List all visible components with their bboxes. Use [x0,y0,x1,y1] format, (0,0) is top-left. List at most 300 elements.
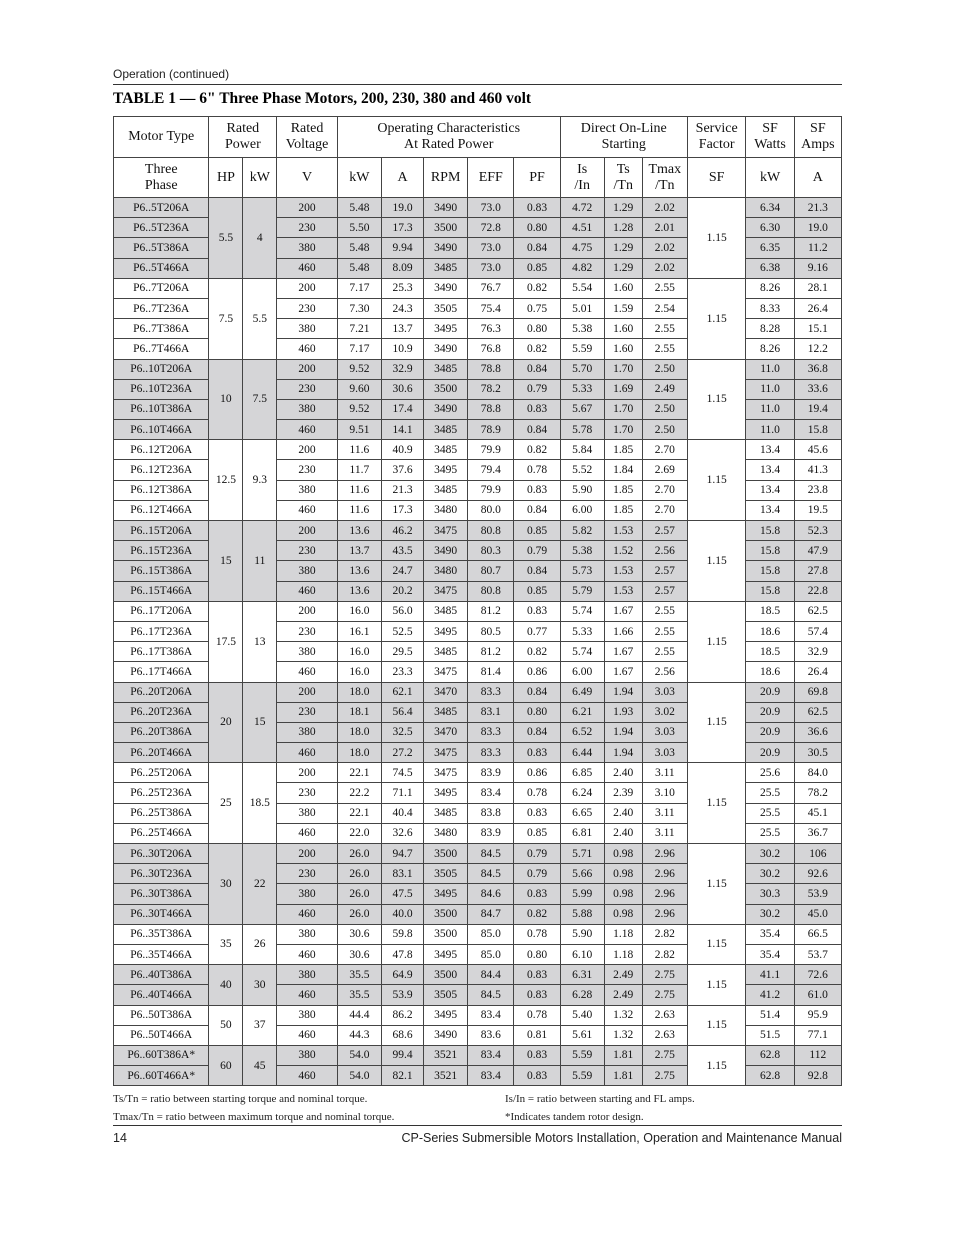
cell-op-kw: 9.52 [337,359,381,379]
cell-service-factor: 1.15 [687,924,746,964]
cell-eff: 73.0 [468,258,514,278]
cell-model: P6..15T386A [114,561,209,581]
cell-pf: 0.82 [514,339,560,359]
cell-tmax-tn: 2.75 [642,1066,687,1086]
cell-rpm: 3500 [424,844,468,864]
cell-op-kw: 16.1 [337,621,381,641]
footnote-ts-tn: Ts/Tn = ratio between starting torque and nominal torque. [113,1093,368,1105]
cell-pf: 0.84 [514,359,560,379]
cell-model: P6..15T206A [114,521,209,541]
cell-sf-kw: 20.9 [746,682,794,702]
cell-pf: 0.86 [514,662,560,682]
cell-amps: 52.5 [381,621,423,641]
cell-pf: 0.83 [514,743,560,763]
cell-kw: 13 [243,601,277,682]
cell-rpm: 3495 [424,319,468,339]
cell-rpm: 3521 [424,1066,468,1086]
cell-voltage: 230 [277,218,338,238]
cell-eff: 85.0 [468,944,514,964]
cell-sf-kw: 51.5 [746,1025,794,1045]
cell-voltage: 230 [277,460,338,480]
cell-ts-tn: 1.53 [604,561,642,581]
cell-voltage: 380 [277,803,338,823]
cell-model: P6..20T206A [114,682,209,702]
cell-ts-tn: 1.81 [604,1045,642,1065]
cell-pf: 0.85 [514,823,560,843]
cell-rpm: 3485 [424,440,468,460]
cell-tmax-tn: 2.50 [642,420,687,440]
cell-ts-tn: 2.49 [604,965,642,985]
cell-sf-amps: 84.0 [794,763,841,783]
cell-amps: 86.2 [381,1005,423,1025]
cell-eff: 73.0 [468,238,514,258]
header-service-factor: Service Factor [687,117,746,158]
header-hp: HP [209,158,243,198]
cell-amps: 40.9 [381,440,423,460]
header-operating-characteristics: Operating Characteristics At Rated Power [337,117,560,158]
cell-sf-kw: 15.8 [746,521,794,541]
table-row [114,844,842,864]
cell-sf-amps: 30.5 [794,743,841,763]
header-tmax-tn: Tmax /Tn [642,158,687,198]
cell-amps: 83.1 [381,864,423,884]
cell-pf: 0.83 [514,480,560,500]
cell-rpm: 3495 [424,783,468,803]
cell-tmax-tn: 2.82 [642,924,687,944]
cell-voltage: 380 [277,1045,338,1065]
cell-sf-amps: 47.9 [794,541,841,561]
cell-op-kw: 22.2 [337,783,381,803]
cell-voltage: 460 [277,339,338,359]
cell-rpm: 3480 [424,500,468,520]
cell-voltage: 230 [277,541,338,561]
cell-pf: 0.79 [514,379,560,399]
cell-op-kw: 5.48 [337,258,381,278]
cell-hp: 12.5 [209,440,243,521]
cell-sf-kw: 18.6 [746,621,794,641]
cell-op-kw: 16.0 [337,662,381,682]
cell-sf-amps: 41.3 [794,460,841,480]
cell-model: P6..7T386A [114,319,209,339]
cell-sf-amps: 53.7 [794,944,841,964]
cell-op-kw: 13.7 [337,541,381,561]
cell-sf-kw: 62.8 [746,1066,794,1086]
table-row [114,682,842,702]
cell-sf-kw: 6.30 [746,218,794,238]
cell-voltage: 460 [277,743,338,763]
cell-tmax-tn: 2.70 [642,440,687,460]
cell-is-in: 5.79 [560,581,604,601]
cell-sf-amps: 78.2 [794,783,841,803]
cell-ts-tn: 1.29 [604,258,642,278]
cell-amps: 47.8 [381,944,423,964]
cell-eff: 84.5 [468,985,514,1005]
cell-amps: 43.5 [381,541,423,561]
header-sf-watts: SF Watts [746,117,794,158]
cell-voltage: 230 [277,702,338,722]
cell-rpm: 3475 [424,581,468,601]
cell-sf-kw: 18.5 [746,601,794,621]
cell-tmax-tn: 2.02 [642,258,687,278]
cell-rpm: 3505 [424,298,468,318]
cell-voltage: 380 [277,722,338,742]
cell-eff: 85.0 [468,924,514,944]
cell-eff: 83.3 [468,743,514,763]
cell-model: P6..40T386A [114,965,209,985]
cell-rpm: 3475 [424,743,468,763]
cell-amps: 30.6 [381,379,423,399]
header-rpm: RPM [424,158,468,198]
cell-sf-kw: 6.34 [746,198,794,218]
cell-amps: 47.5 [381,884,423,904]
cell-ts-tn: 1.18 [604,944,642,964]
cell-hp: 10 [209,359,243,440]
cell-service-factor: 1.15 [687,682,746,763]
cell-sf-kw: 25.6 [746,763,794,783]
cell-eff: 84.6 [468,884,514,904]
cell-amps: 56.4 [381,702,423,722]
cell-eff: 81.2 [468,601,514,621]
cell-model: P6..10T206A [114,359,209,379]
header-v: V [277,158,338,198]
cell-model: P6..5T236A [114,218,209,238]
cell-sf-kw: 18.6 [746,662,794,682]
cell-sf-kw: 15.8 [746,541,794,561]
cell-tmax-tn: 2.55 [642,642,687,662]
cell-pf: 0.85 [514,581,560,601]
cell-is-in: 5.90 [560,924,604,944]
cell-sf-amps: 77.1 [794,1025,841,1045]
cell-pf: 0.85 [514,258,560,278]
cell-tmax-tn: 2.70 [642,480,687,500]
cell-voltage: 460 [277,662,338,682]
cell-eff: 80.8 [468,581,514,601]
cell-sf-kw: 11.0 [746,359,794,379]
cell-sf-amps: 15.8 [794,420,841,440]
cell-amps: 13.7 [381,319,423,339]
cell-amps: 19.0 [381,198,423,218]
cell-amps: 59.8 [381,924,423,944]
cell-eff: 73.0 [468,198,514,218]
cell-sf-kw: 35.4 [746,924,794,944]
cell-ts-tn: 0.98 [604,904,642,924]
cell-tmax-tn: 2.63 [642,1005,687,1025]
cell-tmax-tn: 3.10 [642,783,687,803]
cell-amps: 94.7 [381,844,423,864]
cell-pf: 0.83 [514,965,560,985]
cell-model: P6..60T466A* [114,1066,209,1086]
cell-model: P6..10T466A [114,420,209,440]
cell-service-factor: 1.15 [687,965,746,1005]
cell-sf-amps: 62.5 [794,702,841,722]
cell-voltage: 380 [277,319,338,339]
cell-op-kw: 9.51 [337,420,381,440]
cell-eff: 78.2 [468,379,514,399]
cell-voltage: 380 [277,642,338,662]
cell-is-in: 6.00 [560,662,604,682]
cell-amps: 17.4 [381,399,423,419]
cell-rpm: 3495 [424,944,468,964]
cell-sf-kw: 11.0 [746,379,794,399]
table-row [114,198,842,218]
footnote-tandem-rotor: *Indicates tandem rotor design. [505,1111,644,1123]
motor-table-body [114,198,842,1086]
cell-eff: 83.6 [468,1025,514,1045]
cell-voltage: 230 [277,783,338,803]
cell-sf-kw: 51.4 [746,1005,794,1025]
cell-kw: 45 [243,1045,277,1085]
cell-model: P6..60T386A* [114,1045,209,1065]
cell-op-kw: 11.6 [337,480,381,500]
cell-amps: 17.3 [381,500,423,520]
cell-rpm: 3490 [424,238,468,258]
cell-model: P6..15T466A [114,581,209,601]
cell-sf-amps: 11.2 [794,238,841,258]
cell-voltage: 200 [277,763,338,783]
table-row [114,601,842,621]
cell-tmax-tn: 2.55 [642,319,687,339]
cell-rpm: 3485 [424,258,468,278]
cell-is-in: 6.10 [560,944,604,964]
cell-op-kw: 44.4 [337,1005,381,1025]
cell-is-in: 5.59 [560,1066,604,1086]
cell-is-in: 6.00 [560,500,604,520]
cell-ts-tn: 1.85 [604,440,642,460]
table-row [114,1045,842,1065]
cell-sf-kw: 18.5 [746,642,794,662]
cell-op-kw: 18.0 [337,743,381,763]
cell-ts-tn: 1.94 [604,722,642,742]
cell-sf-amps: 23.8 [794,480,841,500]
cell-pf: 0.80 [514,218,560,238]
cell-pf: 0.82 [514,278,560,298]
cell-rpm: 3505 [424,864,468,884]
cell-op-kw: 26.0 [337,844,381,864]
cell-is-in: 5.78 [560,420,604,440]
cell-amps: 9.94 [381,238,423,258]
cell-amps: 14.1 [381,420,423,440]
cell-amps: 46.2 [381,521,423,541]
cell-amps: 10.9 [381,339,423,359]
cell-amps: 64.9 [381,965,423,985]
motor-data-table [113,116,842,1086]
cell-pf: 0.83 [514,1066,560,1086]
cell-model: P6..5T386A [114,238,209,258]
cell-tmax-tn: 2.57 [642,561,687,581]
table-row [114,1005,842,1025]
header-direct-on-line-starting: Direct On-Line Starting [560,117,687,158]
cell-hp: 7.5 [209,278,243,359]
cell-is-in: 5.99 [560,884,604,904]
cell-model: P6..25T236A [114,783,209,803]
cell-sf-amps: 92.8 [794,1066,841,1086]
cell-voltage: 200 [277,198,338,218]
cell-service-factor: 1.15 [687,1005,746,1045]
cell-amps: 74.5 [381,763,423,783]
cell-model: P6..12T236A [114,460,209,480]
cell-kw: 11 [243,521,277,602]
cell-rpm: 3485 [424,803,468,823]
cell-ts-tn: 1.32 [604,1005,642,1025]
cell-pf: 0.83 [514,399,560,419]
cell-amps: 32.6 [381,823,423,843]
cell-hp: 20 [209,682,243,763]
cell-sf-amps: 106 [794,844,841,864]
cell-tmax-tn: 2.96 [642,864,687,884]
cell-op-kw: 9.52 [337,399,381,419]
cell-amps: 68.6 [381,1025,423,1045]
cell-voltage: 380 [277,561,338,581]
cell-voltage: 380 [277,399,338,419]
cell-pf: 0.78 [514,460,560,480]
cell-sf-amps: 69.8 [794,682,841,702]
header-sf-a: A [794,158,841,198]
cell-tmax-tn: 2.49 [642,379,687,399]
cell-service-factor: 1.15 [687,359,746,440]
cell-amps: 20.2 [381,581,423,601]
cell-rpm: 3475 [424,763,468,783]
cell-model: P6..30T466A [114,904,209,924]
cell-voltage: 200 [277,359,338,379]
cell-kw: 4 [243,198,277,279]
cell-amps: 53.9 [381,985,423,1005]
cell-eff: 84.7 [468,904,514,924]
cell-op-kw: 22.1 [337,763,381,783]
cell-sf-kw: 62.8 [746,1045,794,1065]
cell-is-in: 5.61 [560,1025,604,1045]
cell-ts-tn: 1.70 [604,420,642,440]
cell-model: P6..20T466A [114,743,209,763]
cell-model: P6..12T206A [114,440,209,460]
cell-amps: 32.5 [381,722,423,742]
cell-sf-kw: 6.38 [746,258,794,278]
cell-pf: 0.83 [514,1045,560,1065]
cell-sf-kw: 13.4 [746,480,794,500]
cell-is-in: 5.67 [560,399,604,419]
cell-is-in: 5.90 [560,480,604,500]
cell-rpm: 3470 [424,722,468,742]
cell-op-kw: 7.30 [337,298,381,318]
cell-is-in: 6.85 [560,763,604,783]
cell-model: P6..10T236A [114,379,209,399]
cell-eff: 84.5 [468,864,514,884]
table-row [114,521,842,541]
cell-service-factor: 1.15 [687,440,746,521]
cell-sf-kw: 8.26 [746,278,794,298]
table-row [114,278,842,298]
cell-voltage: 460 [277,1025,338,1045]
cell-sf-amps: 36.6 [794,722,841,742]
cell-pf: 0.83 [514,198,560,218]
cell-tmax-tn: 2.02 [642,238,687,258]
cell-ts-tn: 1.94 [604,682,642,702]
cell-op-kw: 13.6 [337,561,381,581]
cell-service-factor: 1.15 [687,198,746,279]
cell-ts-tn: 1.85 [604,480,642,500]
cell-hp: 50 [209,1005,243,1045]
cell-ts-tn: 0.98 [604,864,642,884]
cell-tmax-tn: 3.03 [642,743,687,763]
cell-sf-amps: 72.6 [794,965,841,985]
footer-rule [113,1125,842,1126]
table-row [114,440,842,460]
cell-model: P6..12T386A [114,480,209,500]
cell-voltage: 380 [277,238,338,258]
cell-voltage: 460 [277,500,338,520]
cell-voltage: 460 [277,581,338,601]
cell-voltage: 380 [277,1005,338,1025]
cell-voltage: 460 [277,944,338,964]
cell-sf-amps: 36.8 [794,359,841,379]
cell-sf-kw: 30.3 [746,884,794,904]
cell-sf-amps: 28.1 [794,278,841,298]
cell-kw: 15 [243,682,277,763]
cell-tmax-tn: 2.54 [642,298,687,318]
cell-op-kw: 13.6 [337,521,381,541]
cell-is-in: 4.72 [560,198,604,218]
cell-kw: 9.3 [243,440,277,521]
cell-eff: 79.4 [468,460,514,480]
cell-is-in: 5.59 [560,1045,604,1065]
cell-op-kw: 26.0 [337,884,381,904]
cell-eff: 83.1 [468,702,514,722]
cell-sf-kw: 6.35 [746,238,794,258]
cell-is-in: 6.65 [560,803,604,823]
cell-is-in: 5.40 [560,1005,604,1025]
cell-amps: 21.3 [381,480,423,500]
cell-sf-amps: 21.3 [794,198,841,218]
cell-rpm: 3485 [424,420,468,440]
cell-op-kw: 18.0 [337,722,381,742]
cell-ts-tn: 1.94 [604,743,642,763]
cell-model: P6..17T236A [114,621,209,641]
cell-rpm: 3490 [424,198,468,218]
cell-op-kw: 11.6 [337,440,381,460]
cell-voltage: 200 [277,440,338,460]
cell-rpm: 3475 [424,662,468,682]
cell-op-kw: 18.1 [337,702,381,722]
header-sf: SF [687,158,746,198]
cell-is-in: 5.59 [560,339,604,359]
cell-voltage: 460 [277,420,338,440]
cell-tmax-tn: 2.55 [642,339,687,359]
cell-sf-amps: 45.6 [794,440,841,460]
cell-model: P6..5T466A [114,258,209,278]
cell-is-in: 5.66 [560,864,604,884]
cell-amps: 62.1 [381,682,423,702]
cell-sf-amps: 19.5 [794,500,841,520]
cell-ts-tn: 1.29 [604,198,642,218]
cell-voltage: 380 [277,884,338,904]
cell-rpm: 3485 [424,601,468,621]
cell-service-factor: 1.15 [687,521,746,602]
cell-tmax-tn: 2.96 [642,844,687,864]
cell-sf-kw: 35.4 [746,944,794,964]
cell-tmax-tn: 2.82 [642,944,687,964]
cell-sf-kw: 25.5 [746,783,794,803]
cell-tmax-tn: 2.02 [642,198,687,218]
cell-is-in: 5.74 [560,601,604,621]
cell-eff: 79.9 [468,440,514,460]
cell-sf-amps: 52.3 [794,521,841,541]
cell-model: P6..5T206A [114,198,209,218]
cell-amps: 37.6 [381,460,423,480]
cell-tmax-tn: 2.50 [642,359,687,379]
cell-rpm: 3500 [424,965,468,985]
cell-rpm: 3485 [424,480,468,500]
cell-eff: 80.8 [468,521,514,541]
cell-pf: 0.80 [514,702,560,722]
